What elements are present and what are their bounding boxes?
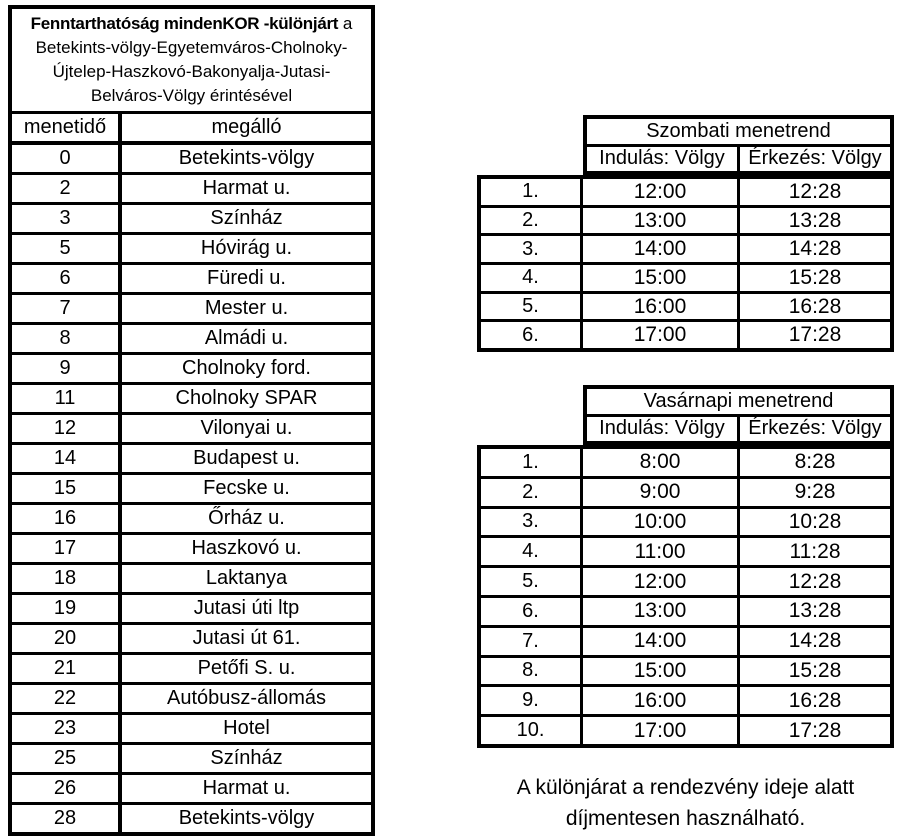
timetable-row <box>481 205 890 234</box>
arrival-time-cell: 16:28 <box>788 294 842 318</box>
stop-row <box>12 202 371 232</box>
arrival-time-cell: 10:28 <box>788 509 842 533</box>
row-number-cell: 2. <box>481 208 583 234</box>
saturday-arrival-header: Érkezés: Völgy <box>748 147 882 170</box>
arrival-time-cell: 17:28 <box>788 718 842 742</box>
departure-time-cell: 15:00 <box>583 658 740 685</box>
sunday-column-headers <box>587 417 890 442</box>
route-title-line1 <box>14 12 369 36</box>
arrival-time-cell: 12:28 <box>788 179 842 203</box>
stop-row <box>12 145 371 172</box>
stop-row <box>12 622 371 652</box>
travel-time-cell: 5 <box>12 235 122 262</box>
travel-time-cell: 20 <box>12 625 122 652</box>
sunday-table-body <box>477 445 894 748</box>
departure-time-cell: 11:00 <box>583 538 740 565</box>
departure-time-cell: 14:00 <box>583 628 740 655</box>
travel-time-cell: 0 <box>12 145 122 172</box>
stop-name-cell: Haszkovó u. <box>191 537 302 559</box>
stop-row <box>12 322 371 352</box>
arrival-time-cell: 9:28 <box>794 480 836 504</box>
stop-row <box>12 232 371 262</box>
timetable-row <box>481 319 890 348</box>
arrival-time-cell: 13:28 <box>788 599 842 623</box>
arrival-time-cell: 17:28 <box>788 323 842 347</box>
route-title-regular: a <box>338 14 353 33</box>
row-number-cell: 6. <box>481 322 583 348</box>
travel-time-cell: 15 <box>12 475 122 502</box>
row-number-cell: 9. <box>481 687 583 714</box>
stop-row <box>12 412 371 442</box>
row-number-cell: 4. <box>481 265 583 291</box>
departure-time-cell: 8:00 <box>583 449 740 476</box>
stop-name-cell: Almádi u. <box>204 327 289 349</box>
stop-row <box>12 772 371 802</box>
travel-time-cell: 2 <box>12 175 122 202</box>
stop-name-cell: Jutasi út 61. <box>192 627 301 649</box>
departure-time-cell: 12:00 <box>583 568 740 595</box>
row-number-cell: 6. <box>481 598 583 625</box>
departure-time-cell: 14:00 <box>583 236 740 262</box>
timetable-row <box>481 684 890 714</box>
stop-name-cell: Betekints-völgy <box>178 807 315 829</box>
arrival-time-cell: 13:28 <box>788 208 842 232</box>
stop-row <box>12 262 371 292</box>
stop-name-cell: Cholnoky ford. <box>182 357 311 379</box>
departure-time-cell: 13:00 <box>583 208 740 234</box>
stop-row <box>12 292 371 322</box>
stop-row <box>12 712 371 742</box>
stop-name-cell: Cholnoky SPAR <box>175 387 318 409</box>
stop-name-cell: Vilonyai u. <box>200 417 293 439</box>
stop-column-header: megálló <box>211 116 282 138</box>
row-number-cell: 1. <box>481 179 583 205</box>
route-title-line2: Betekints-völgy-Egyetemváros-Cholnoky- <box>35 38 348 57</box>
stop-name-cell: Autóbusz-állomás <box>167 687 326 709</box>
travel-time-cell: 28 <box>12 805 122 832</box>
stops-table-body <box>12 145 371 832</box>
route-title <box>12 9 371 114</box>
arrival-time-cell: 15:28 <box>788 265 842 289</box>
departure-time-cell: 17:00 <box>583 322 740 348</box>
row-number-cell: 10. <box>481 717 583 744</box>
row-number-cell: 2. <box>481 479 583 506</box>
stop-row <box>12 172 371 202</box>
timetable-row <box>481 449 890 476</box>
row-number-cell: 1. <box>481 449 583 476</box>
travel-time-cell: 26 <box>12 775 122 802</box>
arrival-time-cell: 14:28 <box>788 629 842 653</box>
stop-row <box>12 442 371 472</box>
stop-row <box>12 802 371 832</box>
stops-table-header <box>12 114 371 145</box>
travel-time-cell: 17 <box>12 535 122 562</box>
travel-time-cell: 3 <box>12 205 122 232</box>
timetable-row <box>481 233 890 262</box>
departure-time-cell: 9:00 <box>583 479 740 506</box>
stop-row <box>12 532 371 562</box>
free-ride-note-line2: díjmentesen használható. <box>565 807 806 830</box>
stop-name-cell: Betekints-völgy <box>178 147 315 169</box>
stop-name-cell: Petőfi S. u. <box>197 657 296 679</box>
stop-row <box>12 682 371 712</box>
departure-time-cell: 13:00 <box>583 598 740 625</box>
free-ride-note-line1: A különjárat a rendezvény ideje alatt <box>516 776 855 799</box>
departure-time-cell: 12:00 <box>583 179 740 205</box>
stop-name-cell: Budapest u. <box>193 447 300 469</box>
stop-row <box>12 352 371 382</box>
stop-row <box>12 472 371 502</box>
saturday-table-header <box>583 115 894 175</box>
stop-name-cell: Őrház u. <box>208 507 285 529</box>
row-number-cell: 8. <box>481 658 583 685</box>
stop-row <box>12 382 371 412</box>
travel-time-cell: 25 <box>12 745 122 772</box>
arrival-time-cell: 14:28 <box>788 237 842 261</box>
stop-row <box>12 742 371 772</box>
saturday-departure-header: Indulás: Völgy <box>587 147 740 172</box>
stop-row <box>12 562 371 592</box>
travel-time-cell: 8 <box>12 325 122 352</box>
sunday-table-header <box>583 385 894 445</box>
travel-time-column-header: menetidő <box>12 114 122 141</box>
travel-time-cell: 12 <box>12 415 122 442</box>
travel-time-cell: 21 <box>12 655 122 682</box>
travel-time-cell: 22 <box>12 685 122 712</box>
departure-time-cell: 16:00 <box>583 687 740 714</box>
arrival-time-cell: 16:28 <box>788 688 842 712</box>
timetable-row <box>481 476 890 506</box>
timetable-row <box>481 179 890 205</box>
timetable-row <box>481 565 890 595</box>
stop-name-cell: Fecske u. <box>203 477 290 499</box>
stop-name-cell: Mester u. <box>204 297 289 319</box>
arrival-time-cell: 12:28 <box>788 569 842 593</box>
travel-time-cell: 14 <box>12 445 122 472</box>
timetable-row <box>481 595 890 625</box>
free-ride-note <box>477 772 894 834</box>
stop-name-cell: Jutasi úti ltp <box>193 597 300 619</box>
stop-row <box>12 652 371 682</box>
timetable-row <box>481 655 890 685</box>
stop-name-cell: Harmat u. <box>202 177 291 199</box>
row-number-cell: 3. <box>481 509 583 536</box>
travel-time-cell: 23 <box>12 715 122 742</box>
stop-row <box>12 592 371 622</box>
travel-time-cell: 16 <box>12 505 122 532</box>
travel-time-cell: 18 <box>12 565 122 592</box>
route-title-bold: Fenntarthatóság mindenKOR -különjárt <box>30 14 339 33</box>
travel-time-cell: 7 <box>12 295 122 322</box>
stop-name-cell: Hotel <box>223 717 270 739</box>
stop-name-cell: Harmat u. <box>202 777 291 799</box>
timetable-row <box>481 714 890 744</box>
row-number-cell: 7. <box>481 628 583 655</box>
row-number-cell: 4. <box>481 538 583 565</box>
arrival-time-cell: 8:28 <box>794 450 836 474</box>
travel-time-cell: 9 <box>12 355 122 382</box>
route-title-line3: Újtelep-Haszkovó-Bakonyalja-Jutasi- <box>52 62 331 81</box>
sunday-arrival-header: Érkezés: Völgy <box>748 417 882 440</box>
route-title-line4: Belváros-Völgy érintésével <box>90 86 293 105</box>
saturday-table-body <box>477 175 894 352</box>
stop-name-cell: Laktanya <box>205 567 288 589</box>
sunday-departure-header: Indulás: Völgy <box>587 417 740 442</box>
departure-time-cell: 17:00 <box>583 717 740 744</box>
stop-name-cell: Színház <box>210 747 283 769</box>
timetable-row <box>481 291 890 320</box>
stop-name-cell: Színház <box>210 207 283 229</box>
stops-table <box>8 5 375 836</box>
row-number-cell: 5. <box>481 568 583 595</box>
sunday-table-title: Vasárnapi menetrend <box>587 389 890 417</box>
travel-time-cell: 19 <box>12 595 122 622</box>
row-number-cell: 3. <box>481 236 583 262</box>
timetable-row <box>481 535 890 565</box>
saturday-column-headers <box>587 147 890 172</box>
stop-row <box>12 502 371 532</box>
timetable-row <box>481 506 890 536</box>
stop-name-cell: Hóvirág u. <box>200 237 293 259</box>
saturday-table-title: Szombati menetrend <box>587 119 890 147</box>
stop-name-cell: Füredi u. <box>207 267 286 289</box>
arrival-time-cell: 11:28 <box>789 539 841 563</box>
travel-time-cell: 6 <box>12 265 122 292</box>
row-number-cell: 5. <box>481 294 583 320</box>
departure-time-cell: 16:00 <box>583 294 740 320</box>
arrival-time-cell: 15:28 <box>788 658 842 682</box>
timetable-row <box>481 625 890 655</box>
travel-time-cell: 11 <box>12 385 122 412</box>
timetable-row <box>481 262 890 291</box>
departure-time-cell: 15:00 <box>583 265 740 291</box>
departure-time-cell: 10:00 <box>583 509 740 536</box>
